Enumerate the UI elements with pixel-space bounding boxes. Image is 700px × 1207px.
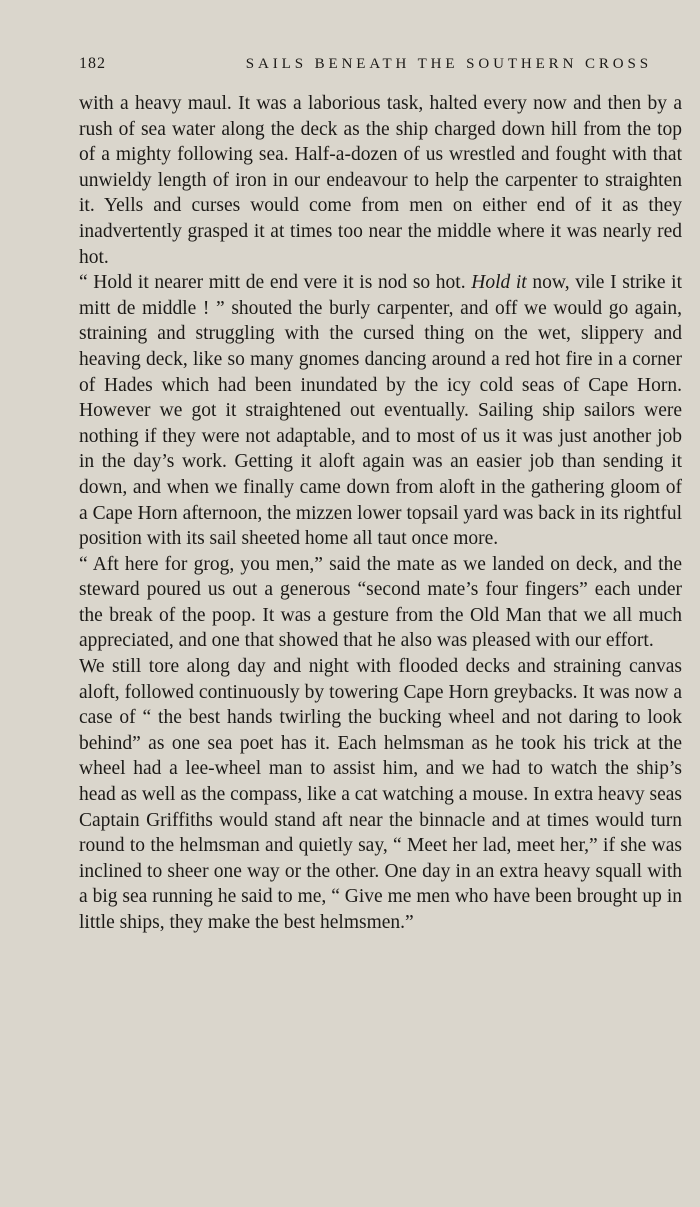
paragraph-1: with a heavy maul. It was a laborious task, halted every now and then by a rush of sea water along the deck as the ship charged down hill from the top of a mighty following sea. Half-a-dozen of us wrestled and fought with that unwieldy length of iron in our endeavour to help the carpenter to straighten it. Yells and curses would come from men on either end of it as they inadvertently grasped it at times too near the middle where it was nearly red hot. [79, 93, 682, 268]
page-number: 182 [79, 55, 106, 72]
body-text [79, 91, 682, 936]
running-title: SAILS BENEATH THE SOUTHERN CROSS [245, 56, 652, 72]
paragraph-2-italic-phrase: Hold it [471, 272, 527, 294]
paragraph-3: “ Aft here for grog, you men,” said the mate as we landed on deck, and the steward poured us out a generous “second mate’s four fingers” each under the break of the poop. It was a gesture from the Old Man that we all much appreciated, and one that showed that he also was pleased with our effort. [79, 553, 682, 652]
paragraph-2 [79, 270, 682, 552]
paragraph-4: We still tore along day and night with flooded decks and straining canvas aloft, followed continuously by towering Cape Horn greybacks. It was now a case of “ the best hands twirling the bucking wheel and not daring to look behind” as one sea poet has it. Each helmsman as he took his trick at the wheel had a lee-wheel man to assist him, and we had to watch the ship’s head as well as the compass, like a cat watching a mouse. In extra heavy seas Captain Griffiths would stand aft near the binnacle and at times would turn round to the helmsman and quietly say, “ Meet her lad, meet her,” if she was inclined to sheer one way or the other. One day in an extra heavy squall with a big sea running he said to me, “ Give me men who have been brought up in little ships, they make the best helmsmen.” [79, 656, 682, 933]
paragraph-2-text-start: “ Hold it nearer mitt de end vere it is nod so hot. [79, 272, 466, 294]
running-header [79, 52, 652, 76]
paragraph-2-text-end: now, vile I strike it mitt de middle ! ” shouted the burly carpenter, and off we would go again, straining and struggling with the cursed thing on the wet, slippery and heaving deck, like so many gnomes dancing around a red hot fire in a corner of Hades which had been inundated by the icy cold seas of Cape Horn. However we got it straightened out eventually. Sailing ship sailors were nothing if they were not adaptable, and to most of us it was just another job in the day’s work. Getting it aloft again was an easier job than sending it down, and when we finally came down from aloft in the gathering gloom of a Cape Horn afternoon, the mizzen lower topsail yard was back in its rightful position with its sail sheeted home all taut once more. [79, 272, 683, 550]
